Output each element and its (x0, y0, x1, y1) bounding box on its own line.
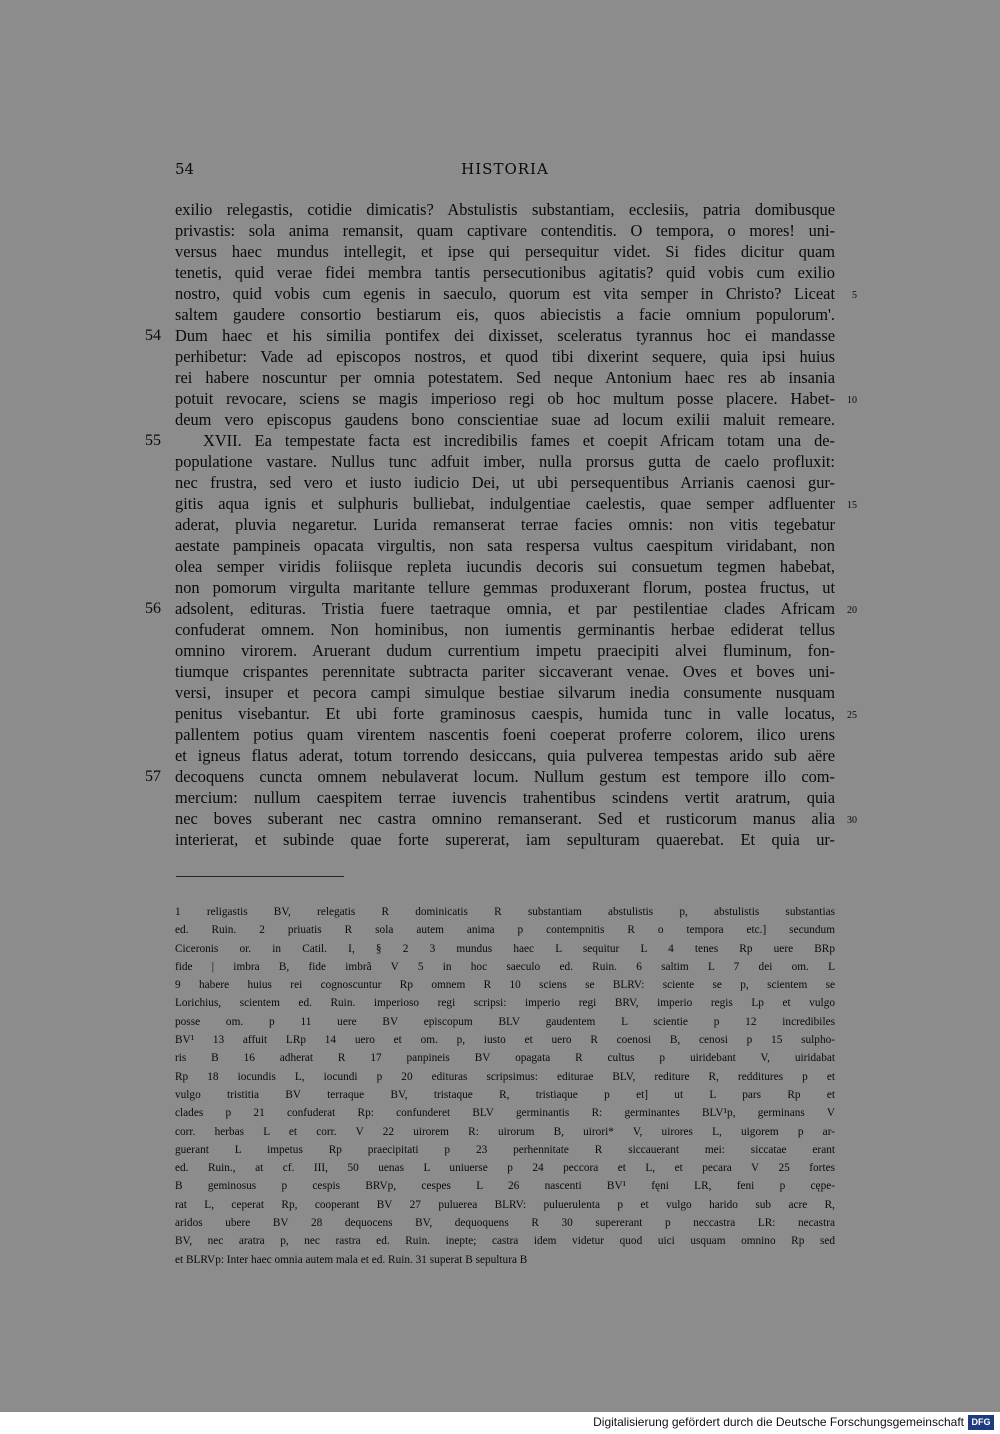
text-line-content: olea semper viridis foliisque repleta iucundis decoris sui consuetum tegmen habebat, (175, 557, 835, 576)
text-line-content: penitus visebantur. Et ubi forte graminosus caespis, humida tunc in valle locatus, (175, 704, 835, 723)
text-line (175, 556, 835, 577)
footnote-line: rat L, ceperat Rp, cooperant BV 27 puluerea BLRV: puluerulenta p et vulgo harido sub acre R, (175, 1198, 835, 1211)
text-line-content: versus haec mundus intellegit, et ipse qui persequitur videt. Si fides dicitur quam (175, 242, 835, 261)
dfg-logo-icon: DFG (968, 1415, 994, 1430)
text-line-content: potuit revocare, sciens se magis imperioso regi ob hoc multum posse placere. Habet- (175, 389, 835, 408)
footnote-line: ed. Ruin. 2 priuatis R sola autem anima p contempnitis R o tempora etc.] secundum (175, 924, 835, 937)
main-text (145, 199, 857, 850)
text-line (175, 724, 835, 745)
section-number: 57 (145, 768, 161, 785)
text-line (175, 346, 835, 367)
text-line (175, 787, 835, 808)
text-line-content: privastis: sola anima remansit, quam captivare contenditis. O tempora, o mores! uni- (175, 221, 835, 240)
text-line-content: aderat, pluvia negaretur. Lurida remanserat terrae facies omnis: non vitis tegebatur (175, 515, 835, 534)
text-line (175, 808, 857, 829)
text-line (145, 598, 857, 619)
footnote-line: BV¹ 13 affuit LRp 14 uero et om. p, iusto et uero R coenosi B, cenosi p 15 sulpho- (175, 1034, 835, 1047)
text-line (145, 766, 835, 787)
text-line-content: non pomorum virgulta maritante tellure gemmas produxerant florum, postea fructus, ut (175, 578, 835, 597)
text-line (175, 220, 835, 241)
line-number: 30 (847, 815, 857, 826)
footnote-line: Rp 18 iocundis L, iocundi p 20 edituras scripsimus: editurae BLV, rediture R, redditures p et (175, 1070, 835, 1083)
text-line-content: adsolent, edituras. Tristia fuere taetraque omnia, et par pestilentiae clades Africam (175, 599, 835, 618)
text-line-content: perhibetur: Vade ad episcopos nostros, et quod tibi dixerint sequere, quia ipsi huius (175, 347, 835, 366)
text-line-content: pallentem potius quam virentem nascentis foeni coeperat proferre colorem, ilico urens (175, 725, 835, 744)
footnote-line: BV, nec aratra p, nec rastra ed. Ruin. inepte; castra idem videtur quod uici usquam omnino Rp sed (175, 1235, 835, 1248)
page-header (175, 160, 835, 182)
footnote-line: fide | imbra B, fide imbrã V 5 in hoc saeculo ed. Ruin. 6 saltim L 7 dei om. L (175, 960, 835, 973)
text-line (175, 409, 835, 430)
footnote-line: ris B 16 adherat R 17 panpineis BV opagata R cultus p uiridebant V, uiridabat (175, 1052, 835, 1065)
section-number: 55 (145, 432, 161, 449)
text-line (175, 262, 835, 283)
section-number: 54 (145, 327, 161, 344)
text-line (145, 430, 835, 451)
footnote-line: corr. herbas L et corr. V 22 uirorem R: uirorum B, uirori* V, uirores L, uigorem p ar- (175, 1125, 835, 1138)
text-line-content: interierat, et subinde quae forte supererat, iam sepulturam quaerebat. Et quia ur- (175, 830, 835, 849)
footnote-line: B geminosus p cespis BRVp, cespes L 26 nascenti BV¹ fęni LR, feni p cępe- (175, 1180, 835, 1193)
line-number: 25 (847, 710, 857, 721)
text-line-content: versi, insuper et pecora campi simulque bestiae silvarum inedia consumente nusquam (175, 683, 835, 702)
text-line-content: populatione vastare. Nullus tunc adfuit imber, nulla prorsus gutta de caelo profluxit: (175, 452, 835, 471)
text-line (175, 283, 857, 304)
line-number: 15 (847, 500, 857, 511)
text-line (175, 829, 835, 850)
text-line (175, 241, 835, 262)
text-line (175, 493, 857, 514)
critical-apparatus (175, 903, 835, 1269)
footnote-line: 1 religastis BV, relegatis R dominicatis R substantiam abstulistis p, abstulistis substantias (175, 906, 835, 918)
text-line (175, 703, 857, 724)
footnote-line: et BLRVp: Inter haec omnia autem mala et ed. Ruin. 31 superat B sepultura B (175, 1253, 528, 1266)
footnote-line: posse om. p 11 uere BV episcopum BLV gaudentem L scientie p 12 incredibiles (175, 1015, 835, 1028)
text-line (175, 745, 835, 766)
footer-bar (0, 1412, 1000, 1434)
text-line (175, 367, 835, 388)
text-line (175, 661, 835, 682)
text-line (175, 682, 835, 703)
text-line-content: decoquens cuncta omnem nebulaverat locum. Nullum gestum est tempore illo com- (175, 767, 835, 786)
footnote-line: Ciceronis or. in Catil. I, § 2 3 mundus haec L sequitur L 4 tenes Rp uere BRp (175, 942, 835, 955)
footnote-line: ed. Ruin., at cf. III, 50 uenas L uniuerse p 24 peccora et L, et pecara V 25 fortes (175, 1162, 835, 1175)
footnote-rule (176, 876, 344, 877)
text-line-content: mercium: nullum caespitem terrae iuvencis trahentibus scindens vertit aratrum, quia (175, 788, 835, 807)
text-line-content: et igneus flatus aderat, totum torrendo desiccans, quia pulverea tempestas arido sub aëre (175, 746, 835, 765)
text-line (175, 388, 857, 409)
footnote-line: Lorichius, scientem ed. Ruin. imperioso regi scripsi: imperio regi BRV, imperio regis Lp et vulgo (175, 997, 835, 1010)
footnote-line: clades p 21 confuderat Rp: confunderet BLV germinantis R: germinantes BLV¹p, germinans V (175, 1107, 835, 1120)
text-line-content: rei habere noscuntur per omnia potestatem. Sed neque Antonium haec res ab insania (175, 368, 835, 387)
text-line-content: nec frustra, sed vero et iusto iudicio Dei, ut ubi persequentibus Arrianis caenosi gur- (175, 473, 835, 492)
line-number: 20 (847, 605, 857, 616)
text-line-content: exilio relegastis, cotidie dimicatis? Abstulistis substantiam, ecclesiis, patria domibusque (175, 200, 835, 219)
text-line-content: XVII. Ea tempestate facta est incredibilis fames et coepit Africam totam una de- (203, 431, 835, 450)
text-line-content: gitis aqua ignis et sulphuris bulliebat, indulgentiae caelestis, quae semper adfluenter (175, 494, 835, 513)
running-title: HISTORIA (461, 160, 549, 178)
footnote-line: vulgo tristitia BV terraque BV, tristaque R, tristiaque p et] ut L pars Rp et (175, 1088, 835, 1101)
text-line (175, 577, 835, 598)
page-number: 54 (175, 160, 195, 178)
text-line (175, 640, 835, 661)
footnote-line: 9 habere huius rei cognoscuntur Rp omnem R 10 sciens se BLRV: sciente se p, scientem se (175, 979, 835, 992)
text-line (175, 535, 835, 556)
text-line-content: confuderat omnem. Non hominibus, non iumentis germinantis herbae ediderat tellus (175, 620, 835, 639)
line-number: 10 (847, 395, 857, 406)
text-line-content: saltem gaudere consortio bestiarum eis, quos abiecistis a facie omnium populorum'. (175, 305, 835, 324)
text-line-content: Dum haec et his similia pontifex dei dixisset, sceleratus tyrannus hoc ei mandasse (175, 326, 835, 345)
text-line-content: nec boves suberant nec castra omnino remanserant. Sed et rusticorum manus alia (175, 809, 835, 828)
text-line-content: aestate pampineis opacata virgultis, non sata respersa vultus caespitum viridabant, non (175, 536, 835, 555)
footer-credit: Digitalisierung gefördert durch die Deutsche Forschungsgemeinschaft (593, 1415, 964, 1429)
text-line (175, 619, 835, 640)
text-line (145, 325, 835, 346)
text-line (175, 472, 835, 493)
footnote-line: guerant L impetus Rp praecipitati p 23 perhennitate R siccauerant mei: siccatae erant (175, 1143, 835, 1156)
line-number: 5 (852, 290, 857, 301)
text-line (175, 199, 835, 220)
text-line (175, 304, 835, 325)
text-line-content: deum vero episcopus gaudens bono conscientiae suae ad locum exilii maluit remeare. (175, 410, 835, 429)
text-line (175, 451, 835, 472)
section-number: 56 (145, 600, 161, 617)
text-line-content: tenetis, quid verae fidei membra tantis persecutionibus agitatis? quid vobis cum exilio (175, 263, 835, 282)
text-line (175, 514, 835, 535)
text-line-content: tiumque crispantes perennitate subtracta pariter siccaverant venae. Oves et boves uni- (175, 662, 835, 681)
text-line-content: omnino virorem. Aruerant dudum currentium impetu praecipiti alvei fluminum, fon- (175, 641, 835, 660)
footnote-line: aridos ubere BV 28 dequocens BV, dequoquens R 30 supererant p neccastra LR: necastra (175, 1217, 835, 1230)
text-line-content: nostro, quid vobis cum egenis in saeculo, quorum est vita semper in Christo? Liceat (175, 284, 835, 303)
